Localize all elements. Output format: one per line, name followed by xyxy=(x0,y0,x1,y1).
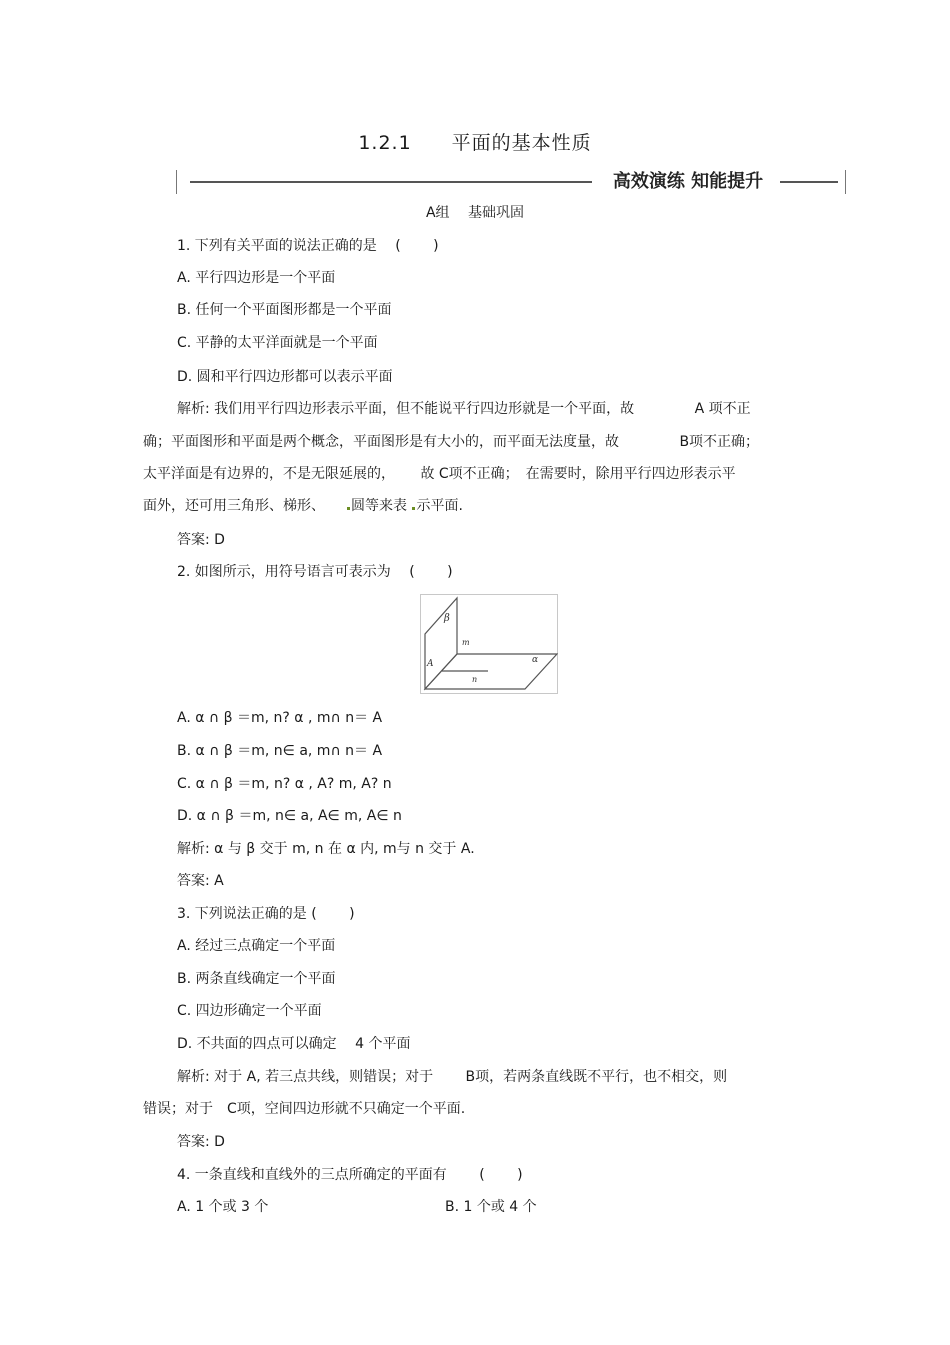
q2-option-b: B. α ∩ β ＝m, n∈ a, m∩ n＝ A xyxy=(177,743,383,759)
section-banner xyxy=(176,170,846,194)
label-alpha: α xyxy=(532,655,539,665)
q1-answer: 答案: D xyxy=(177,532,225,548)
q3-option-d: D. 不共面的四点可以确定 4 个平面 xyxy=(177,1036,411,1052)
q2-stem: 2. 如图所示，用符号语言可表示为 ( ) xyxy=(177,564,453,580)
q3-analysis-line-2: 错误；对于 C项，空间四边形就不只确定一个平面. xyxy=(143,1101,466,1117)
q4-option-a: A. 1 个或 3 个 xyxy=(177,1199,269,1215)
q2-answer: 答案: A xyxy=(177,873,224,889)
banner-right-edge xyxy=(845,170,846,194)
q2-option-c: C. α ∩ β ＝m, n? α , A? m, A? n xyxy=(177,776,392,792)
banner-left-rule xyxy=(190,181,592,183)
q1-analysis-part-c: 示平面. xyxy=(416,498,463,514)
q2-option-a: A. α ∩ β ＝m, n? α , m∩ n＝ A xyxy=(177,710,383,726)
q3-option-b: B. 两条直线确定一个平面 xyxy=(177,971,336,987)
plane-beta xyxy=(425,598,457,689)
q1-analysis-line-4 xyxy=(143,496,463,516)
banner-text: 高效演练 知能提升 xyxy=(612,171,764,192)
q2-option-d: D. α ∩ β ＝m, n∈ a, A∈ m, A∈ n xyxy=(177,808,402,824)
q1-option-a: A. 平行四边形是一个平面 xyxy=(177,270,336,286)
q1-analysis-part-a: 面外，还可用三角形、梯形、 xyxy=(143,498,346,514)
q1-option-d: D. 圆和平行四边形都可以表示平面 xyxy=(177,369,393,385)
q1-stem: 1. 下列有关平面的说法正确的是 ( ) xyxy=(177,238,439,254)
planes-figure xyxy=(420,594,558,694)
q4-stem: 4. 一条直线和直线外的三点所确定的平面有 ( ) xyxy=(177,1167,523,1183)
group-heading: A组 基础巩固 xyxy=(425,205,525,221)
q1-option-b: B. 任何一个平面图形都是一个平面 xyxy=(177,302,392,318)
highlight-mark xyxy=(412,507,415,510)
q3-option-c: C. 四边形确定一个平面 xyxy=(177,1003,322,1019)
q1-analysis-line-1: 解析: 我们用平行四边形表示平面，但不能说平行四边形就是一个平面，故 A 项不正 xyxy=(177,401,751,417)
banner-left-edge xyxy=(176,170,177,194)
label-beta: β xyxy=(444,613,450,624)
q1-analysis-line-3: 太平洋面是有边界的，不是无限延展的， 故 C项不正确； 在需要时，除用平行四边形表示平 xyxy=(143,466,736,482)
q1-option-c: C. 平静的太平洋面就是一个平面 xyxy=(177,335,378,351)
q2-analysis: 解析: α 与 β 交于 m, n 在 α 内, m与 n 交于 A. xyxy=(177,841,475,857)
q3-stem: 3. 下列说法正确的是 ( ) xyxy=(177,906,355,922)
label-A: A xyxy=(427,659,434,669)
highlight-mark xyxy=(347,507,350,510)
label-n: n xyxy=(472,675,478,684)
q3-answer: 答案: D xyxy=(177,1134,225,1150)
q4-option-b: B. 1 个或 4 个 xyxy=(445,1199,537,1215)
banner-right-rule xyxy=(780,181,838,183)
q1-analysis-line-2: 确；平面图形和平面是两个概念，平面图形是有大小的，而平面无法度量，故 B项不正确； xyxy=(143,434,760,450)
section-title: 1.2.1 平面的基本性质 xyxy=(358,132,592,154)
q3-analysis-line-1: 解析: 对于 A, 若三点共线，则错误；对于 B项，若两条直线既不平行，也不相交，则 xyxy=(177,1069,728,1085)
q1-analysis-part-b: 圆等来表 xyxy=(351,498,407,514)
figure-border xyxy=(421,595,558,694)
label-m: m xyxy=(462,638,470,647)
q3-option-a: A. 经过三点确定一个平面 xyxy=(177,938,336,954)
